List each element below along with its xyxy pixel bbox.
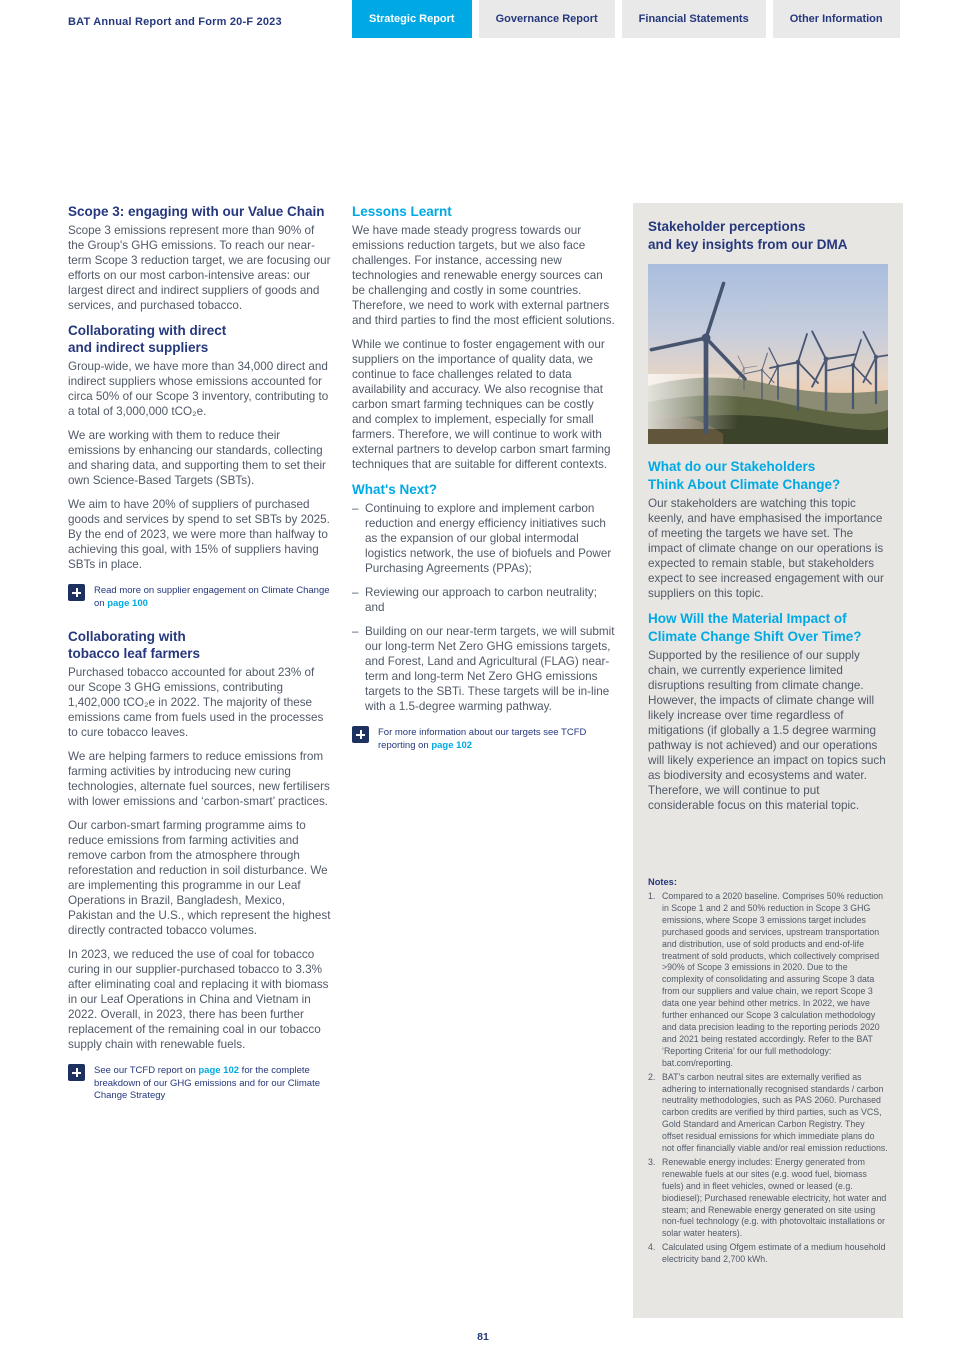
- link-page-100[interactable]: page 100: [107, 597, 148, 609]
- bullet-item: [352, 585, 615, 615]
- wind-turbines-photo: [648, 264, 888, 444]
- paragraph: Purchased tobacco accounted for about 23% of our Scope 3 GHG emissions, contributing 1,402,000 tCO₂e in 2022. The majority of these emissions came from fuels used in the processes to cure tobacco leaves.: [68, 666, 324, 739]
- tab-strategic-report[interactable]: Strategic Report: [352, 0, 472, 38]
- note-item: [648, 1242, 888, 1266]
- heading-line: and key insights from our DMA: [648, 236, 848, 252]
- crossref-tcfd-report: [68, 1064, 331, 1103]
- note-number: 2.: [648, 1071, 656, 1082]
- column-middle: [352, 203, 615, 770]
- notes-section: [648, 877, 888, 1266]
- paragraph: Our stakeholders are watching this topic keenly, and have emphasised the importance of meeting the targets we have set. The impact of climate change on our operations is expected to remain stable, but stakeholders expect to see increased engagement with our suppliers on this topic.: [648, 497, 884, 600]
- paragraph: While we continue to foster engagement with our suppliers on the importance of quality data, we continue to face challenges related to data availability and accuracy. We also recognise that carbon smart farming techniques can be costly and complex to implement, especially for small farmers. Therefore, we will continue to work with external partners to develop carbon smart farming techniques that are suitable for different contexts.: [352, 338, 611, 471]
- notes-heading: Notes:: [648, 877, 677, 887]
- heading-scope3-value-chain: Scope 3: engaging with our Value Chain: [68, 204, 325, 219]
- heading-stakeholders-climate: [648, 458, 888, 493]
- bullet-text: Continuing to explore and implement carbon reduction and energy efficiency initiatives such as the expansion of our global intermodal logistics network, the use of biofuels and Power Purchasing Agreements (PPAs);: [365, 502, 612, 575]
- heading-collaborating-suppliers: [68, 322, 331, 356]
- note-text: Renewable energy includes: Energy generated from renewable fuels at our sites (e.g. wood fuel, biomass fuels) and in fleet vehicles, owned or leased (e.g. biodiesel); Purchased renewable electricity, hot water and steam; and Renewable energy generated on site using non-fuel technology (e.g. with photovoltaic installations or solar water heaters).: [662, 1156, 887, 1239]
- note-item: [648, 1157, 888, 1240]
- bullet-text: Reviewing our approach to carbon neutrality; and: [365, 586, 597, 614]
- crossref-pre: Read more on supplier engagement on Climate Change on: [94, 585, 330, 609]
- crossref-targets-tcfd: [352, 726, 615, 752]
- paragraph: We aim to have 20% of suppliers of purchased goods and services by spend to set SBTs by 2025. By the end of 2023, we were more than halfway to achieving this goal, with 15% of suppliers having SBTs in place.: [68, 498, 330, 571]
- section-tabs: [352, 0, 900, 38]
- paragraph: We have made steady progress towards our emissions reduction targets, but we also face challenges. For instance, accessing new technologies and renewable energy sources can be challenging and costly in some countries. Therefore, we need to work with external partners and third parties to find the most efficient solutions.: [352, 224, 615, 327]
- heading-collaborating-farmers: [68, 628, 331, 662]
- heading-material-impact: [648, 610, 888, 645]
- link-page-102[interactable]: page 102: [431, 739, 473, 751]
- crossref-pre: For more information about our targets see TCFD reporting on: [378, 727, 587, 751]
- paragraph: We are helping farmers to reduce emissions from farming activities by introducing new curing technologies, alternate fuel sources, new fertilisers with lower emissions and ‘carbon-smart’ practices.: [68, 750, 330, 808]
- note-text: Calculated using Ofgem estimate of a medium household electricity band 2,700 kWh.: [662, 1242, 886, 1265]
- stakeholder-panel: [633, 203, 903, 1318]
- paragraph: In 2023, we reduced the use of coal for tobacco curing in our supplier-purchased tobacco to 3.3% after eliminating coal and replacing it with biomass in our Leaf Operations in China and Vietnam in 2022. Overall, in 2023, there has been further replacement of the remaining coal in our tobacco supply chain with renewable fuels.: [68, 948, 329, 1051]
- note-number: 4.: [648, 1242, 656, 1253]
- bullet-dash: –: [352, 586, 359, 599]
- link-page-102[interactable]: page 102: [198, 1065, 240, 1076]
- bullet-dash: –: [352, 502, 359, 515]
- heading-line: Climate Change Shift Over Time?: [648, 628, 862, 644]
- crossref-supplier-engagement: [68, 584, 331, 610]
- note-number: 1.: [648, 891, 656, 901]
- heading-line: Collaborating with: [68, 629, 186, 644]
- heading-line: How Will the Material Impact of: [648, 611, 847, 626]
- column-left: [68, 203, 331, 1121]
- heading-line: Collaborating with direct: [68, 323, 227, 338]
- note-text: BAT's carbon neutral sites are externally verified as adhering to internationally recognised standards / carbon neutrality methodologies, such as PAS 2060. Purchased carbon credits are verified by third parties, such as VCS, Gold Standard and American Carbon Registry. They offset residual emissions for which immediate plans do not offer financially viable and/or real emission reductions.: [662, 1071, 888, 1154]
- crossref-text: [378, 726, 615, 752]
- bullet-item: [352, 624, 615, 714]
- paragraph: We are working with them to reduce their emissions by enhancing our standards, collecting and sharing data, and supporting them to set their own Science-Based Targets (SBTs).: [68, 429, 326, 487]
- plus-icon: [352, 726, 369, 743]
- crossref-text: [94, 584, 331, 610]
- heading-line: tobacco leaf farmers: [68, 646, 201, 661]
- heading-line: Think About Climate Change?: [648, 476, 841, 492]
- crossref-text: [94, 1064, 331, 1103]
- paragraph: Supported by the resilience of our supply chain, we currently experience limited disruptions resulting from climate change. However, the impacts of climate change will likely increase over time regardless of mitigations (if globally a 1.5 degree warming pathway is not achieved) and our operations will likely experience an impact on topics such as biodiversity and ecosystems and water. Therefore, we will continue to put considerable focus on this material topic.: [648, 649, 886, 812]
- plus-icon: [68, 1064, 85, 1081]
- heading-stakeholder-perceptions: [648, 218, 888, 253]
- page-number: 81: [477, 1331, 489, 1343]
- tab-governance-report[interactable]: Governance Report: [479, 0, 615, 38]
- heading-lessons-learnt: Lessons Learnt: [352, 204, 452, 219]
- paragraph: Group-wide, we have more than 34,000 direct and indirect suppliers whose emissions accounted for circa 50% of our Scope 3 inventory, contributing to a total of 3,000,000 tCO₂e.: [68, 360, 329, 418]
- paragraph: Our carbon-smart farming programme aims to reduce emissions from farming activities and remove carbon from the atmosphere through reforestation and reduction in soil disturbance. We are implementing this programme in our Leaf Operations in Brazil, Bangladesh, Mexico, Pakistan and the U.S., which represent the highest directly contracted tobacco volumes.: [68, 819, 331, 937]
- note-item: [648, 891, 888, 1070]
- note-text: Compared to a 2020 baseline. Comprises 50% reduction in Scope 1 and 2 and 50% reduction in Scope 3 GHG emissions, where Scope 3 emissions target includes purchased goods and services, upstream transportation and distribution, use of sold products and end-of-life treatment of sold products, which collectively comprised >90% of Scope 3 emissions in 2020. Due to the complexity of consolidating and assuring Scope 3 data from our suppliers and value chain, we report Scope 3 data one year behind other metrics. In 2022, we have further enhanced our Scope 3 calculation methodology and data precision leading to the reporting periods 2020 and 2021 being restated accordingly. Refer to the BAT ‘Reporting Criteria’ for our full methodology: bat.com/reporting.: [662, 891, 884, 1068]
- heading-line: What do our Stakeholders: [648, 459, 816, 474]
- plus-icon: [68, 584, 85, 601]
- report-title: BAT Annual Report and Form 20-F 2023: [68, 16, 282, 28]
- note-number: 3.: [648, 1156, 656, 1167]
- crossref-post: for the complete breakdown of our GHG emissions and for our Climate Change Strategy: [94, 1065, 320, 1101]
- bullet-text: Building on our near-term targets, we will submit our long-term Net Zero GHG emissions targets, and Forest, Land and Agricultural (FLAG) near-term and long-term Net Zero GHG emissions targets to the SBTi. These targets will be in-line with a 1.5-degree warming pathway.: [365, 625, 615, 713]
- bullet-dash: –: [352, 625, 359, 638]
- note-item: [648, 1072, 888, 1155]
- heading-whats-next: What's Next?: [352, 482, 437, 497]
- paragraph: Scope 3 emissions represent more than 90% of the Group's GHG emissions. To reach our near-term Scope 3 reduction target, we are focusing our efforts on our most carbon-intensive areas: our largest direct and indirect suppliers of goods and services, and purchased tobacco.: [68, 224, 331, 312]
- heading-line: Stakeholder perceptions: [648, 219, 806, 234]
- tab-other-information[interactable]: Other Information: [773, 0, 900, 38]
- crossref-pre: See our TCFD report on: [94, 1065, 199, 1076]
- bullet-item: [352, 501, 615, 576]
- tab-financial-statements[interactable]: Financial Statements: [622, 0, 766, 38]
- heading-line: and indirect suppliers: [68, 340, 209, 355]
